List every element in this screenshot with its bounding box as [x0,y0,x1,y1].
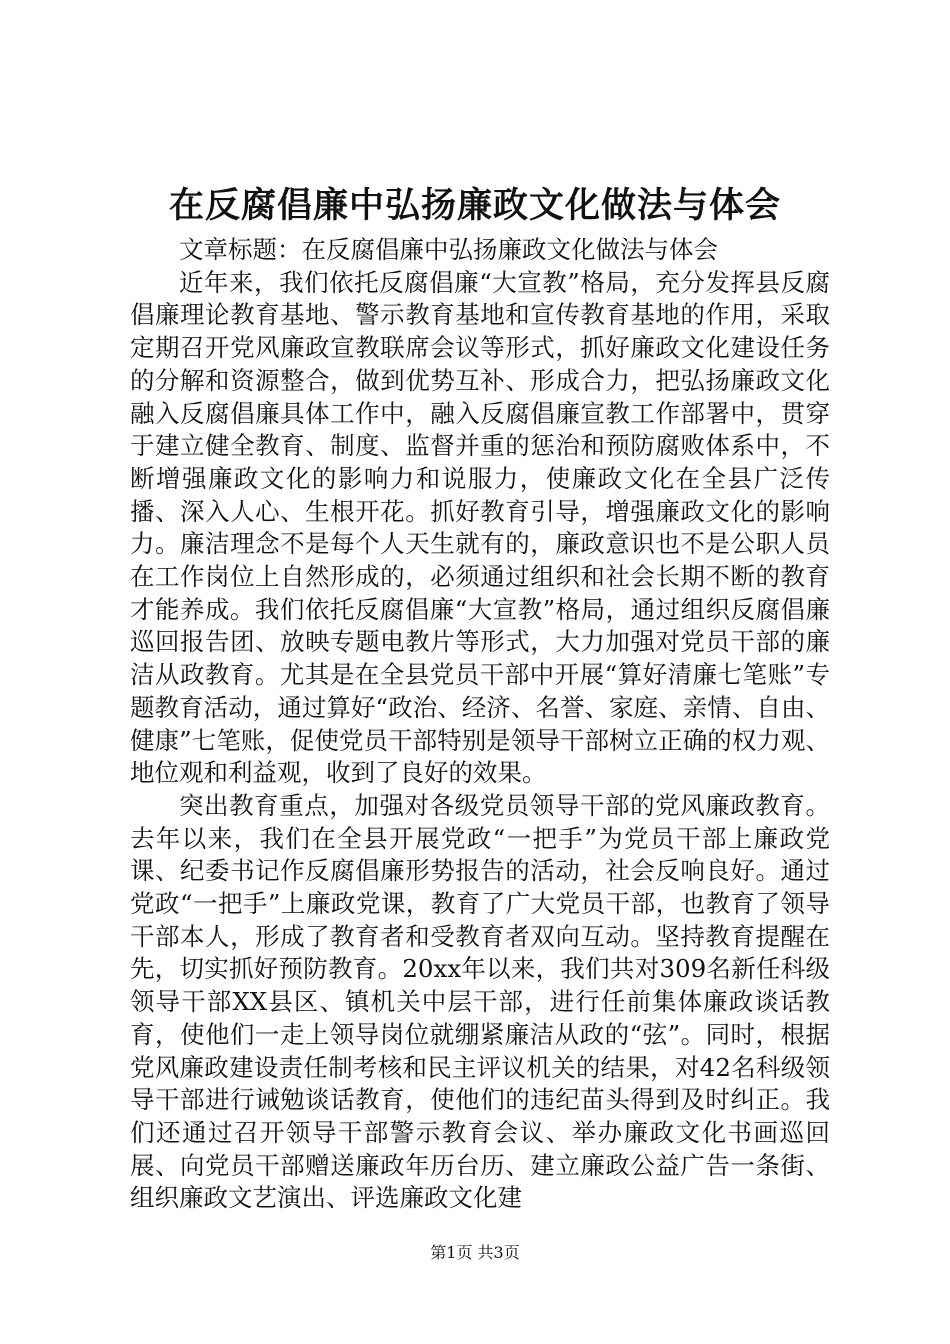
body-paragraph-2: 突出教育重点，加强对各级党员领导干部的党风廉政教育。去年以来，我们在全县开展党政“一把手”为党员干部上廉政党课、纪委书记作反腐倡廉形势报告的活动，社会反响良好。通过党政“一把手”上廉政党课，教育了广大党员干部，也教育了领导干部本人，形成了教育者和受教育者双向互动。坚持教育提醒在先，切实抓好预防教育。20xx年以来，我们共对309名新任科级领导干部XX县区、镇机关中层干部，进行任前集体廉政谈话教育，使他们一走上领导岗位就绷紧廉洁从政的“弦”。同时，根据党风廉政建设责任制考核和民主评议机关的结果，对42名科级领导干部进行诫勉谈话教育，使他们的违纪苗头得到及时纠正。我们还通过召开领导干部警示教育会议、举办廉政文化书画巡回展、向党员干部赠送廉政年历台历、建立廉政公益广告一条街、组织廉政文艺演出、评选廉政文化建 [130,790,830,1213]
document-title: 在反腐倡廉中弘扬廉政文化做法与体会 [168,185,781,226]
article-title-line: 文章标题：在反腐倡廉中弘扬廉政文化做法与体会 [179,235,718,264]
body-paragraph-1: 近年来，我们依托反腐倡廉“大宣教”格局，充分发挥县反腐倡廉理论教育基地、警示教育基地和宣传教育基地的作用，采取定期召开党风廉政宣教联席会议等形式，抓好廉政文化建设任务的分解和资源整合，做到优势互补、形成合力，把弘扬廉政文化融入反腐倡廉具体工作中，融入反腐倡廉宣教工作部署中，贯穿于建立健全教育、制度、监督并重的惩治和预防腐败体系中，不断增强廉政文化的影响力和说服力，使廉政文化在全县广泛传播、深入人心、生根开花。抓好教育引导，增强廉政文化的影响力。廉洁理念不是每个人天生就有的，廉政意识也不是公职人员在工作岗位上自然形成的，必须通过组织和社会长期不断的教育才能养成。我们依托反腐倡廉“大宣教”格局，通过组织反腐倡廉巡回报告团、放映专题电教片等形式，大力加强对党员干部的廉洁从政教育。尤其是在全县党员干部中开展“算好清廉七笔账”专题教育活动，通过算好“政治、经济、名誉、家庭、亲情、自由、健康”七笔账，促使党员干部特别是领导干部树立正确的权力观、地位观和利益观，收到了良好的效果。 [130,267,830,788]
page-footer: 第1页 共3页 [430,1243,520,1262]
document-body [130,234,830,1215]
